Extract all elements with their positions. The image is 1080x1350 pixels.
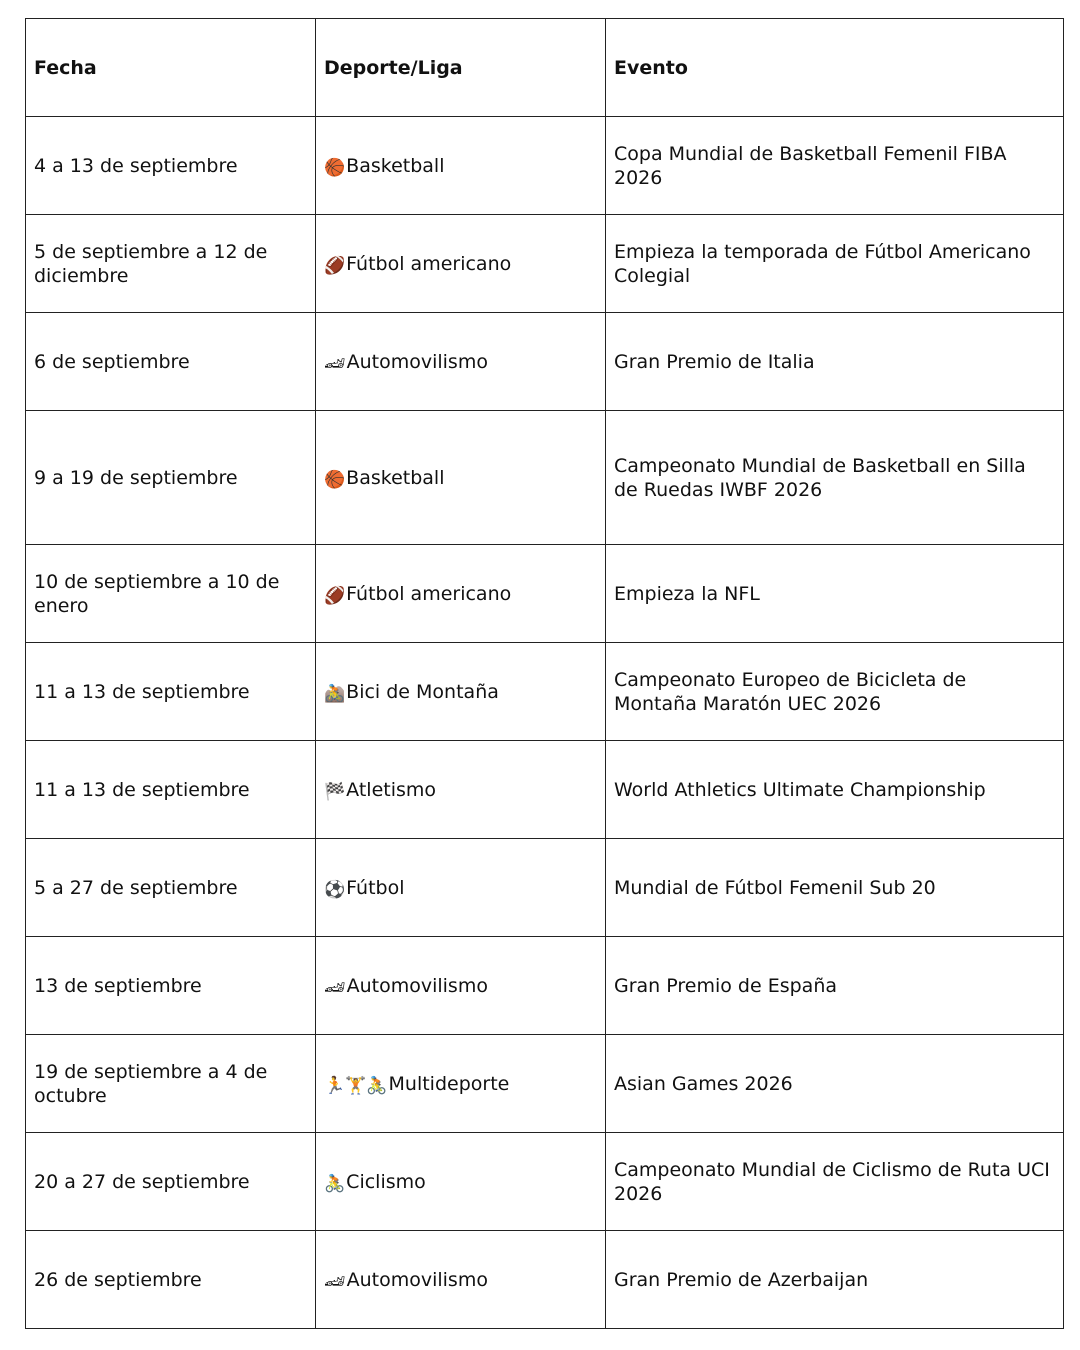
american-football-icon: 🏈	[324, 585, 346, 606]
runner-icon weightlifter-icon cyclist-icon: 🏃🏋🚴	[324, 1075, 388, 1096]
finish-flag-icon: 🏁	[324, 781, 346, 802]
cell-evento: Campeonato Mundial de Basketball en Silla de Ruedas IWBF 2026	[606, 411, 1064, 545]
cell-deporte	[316, 1133, 606, 1231]
cell-fecha: 19 de septiembre a 4 de octubre	[26, 1035, 316, 1133]
sport-label: Automovilismo	[346, 1268, 488, 1291]
table-row	[26, 741, 1064, 839]
table-row	[26, 643, 1064, 741]
sport-label: Multideporte	[388, 1072, 510, 1095]
cell-evento: Campeonato Mundial de Ciclismo de Ruta UCI 2026	[606, 1133, 1064, 1231]
cell-deporte	[316, 411, 606, 545]
cell-fecha: 26 de septiembre	[26, 1231, 316, 1329]
cell-evento: Empieza la temporada de Fútbol Americano Colegial	[606, 215, 1064, 313]
sport-label: Basketball	[346, 154, 445, 177]
cell-fecha: 5 a 27 de septiembre	[26, 839, 316, 937]
cell-deporte	[316, 313, 606, 411]
race-car-icon: 🏎	[324, 977, 346, 998]
cell-fecha: 13 de septiembre	[26, 937, 316, 1035]
table-row	[26, 411, 1064, 545]
cell-evento: Empieza la NFL	[606, 545, 1064, 643]
cell-evento: Gran Premio de Azerbaijan	[606, 1231, 1064, 1329]
table-body	[26, 117, 1064, 1329]
cell-deporte	[316, 643, 606, 741]
cell-evento: World Athletics Ultimate Championship	[606, 741, 1064, 839]
table-row	[26, 1231, 1064, 1329]
cell-deporte	[316, 1035, 606, 1133]
events-table	[25, 18, 1064, 1329]
sport-label: Basketball	[346, 466, 445, 489]
sport-label: Fútbol americano	[346, 252, 512, 275]
cell-fecha: 10 de septiembre a 10 de enero	[26, 545, 316, 643]
table-row	[26, 313, 1064, 411]
cell-fecha: 11 a 13 de septiembre	[26, 741, 316, 839]
soccer-ball-icon: ⚽	[324, 879, 346, 900]
race-car-icon: 🏎	[324, 1271, 346, 1292]
header-row	[26, 19, 1064, 117]
cyclist-icon: 🚴	[324, 1173, 346, 1194]
cell-fecha: 5 de septiembre a 12 de diciembre	[26, 215, 316, 313]
cell-fecha: 4 a 13 de septiembre	[26, 117, 316, 215]
sport-label: Automovilismo	[346, 350, 488, 373]
cell-deporte	[316, 839, 606, 937]
sport-label: Ciclismo	[346, 1170, 426, 1193]
cell-deporte	[316, 1231, 606, 1329]
cell-fecha: 11 a 13 de septiembre	[26, 643, 316, 741]
cell-evento: Mundial de Fútbol Femenil Sub 20	[606, 839, 1064, 937]
cell-deporte	[316, 215, 606, 313]
basketball-icon: 🏀	[324, 469, 346, 490]
header-deporte: Deporte/Liga	[316, 19, 606, 117]
cell-fecha: 6 de septiembre	[26, 313, 316, 411]
cell-deporte	[316, 545, 606, 643]
sport-label: Fútbol	[346, 876, 405, 899]
cell-fecha: 20 a 27 de septiembre	[26, 1133, 316, 1231]
table-row	[26, 937, 1064, 1035]
table-row	[26, 215, 1064, 313]
mountain-bike-icon: 🚵	[324, 683, 346, 704]
sport-label: Bici de Montaña	[346, 680, 499, 703]
table-row	[26, 545, 1064, 643]
cell-deporte	[316, 117, 606, 215]
american-football-icon: 🏈	[324, 255, 346, 276]
cell-deporte	[316, 741, 606, 839]
cell-fecha: 9 a 19 de septiembre	[26, 411, 316, 545]
basketball-icon: 🏀	[324, 157, 346, 178]
table-row	[26, 839, 1064, 937]
cell-evento: Gran Premio de Italia	[606, 313, 1064, 411]
cell-evento: Gran Premio de España	[606, 937, 1064, 1035]
cell-evento: Copa Mundial de Basketball Femenil FIBA 2026	[606, 117, 1064, 215]
header-evento: Evento	[606, 19, 1064, 117]
cell-deporte	[316, 937, 606, 1035]
sport-label: Automovilismo	[346, 974, 488, 997]
cell-evento: Campeonato Europeo de Bicicleta de Montaña Maratón UEC 2026	[606, 643, 1064, 741]
table-row	[26, 117, 1064, 215]
cell-evento: Asian Games 2026	[606, 1035, 1064, 1133]
sport-label: Atletismo	[346, 778, 437, 801]
sport-label: Fútbol americano	[346, 582, 512, 605]
table-row	[26, 1133, 1064, 1231]
race-car-icon: 🏎	[324, 353, 346, 374]
table-row	[26, 1035, 1064, 1133]
header-fecha: Fecha	[26, 19, 316, 117]
